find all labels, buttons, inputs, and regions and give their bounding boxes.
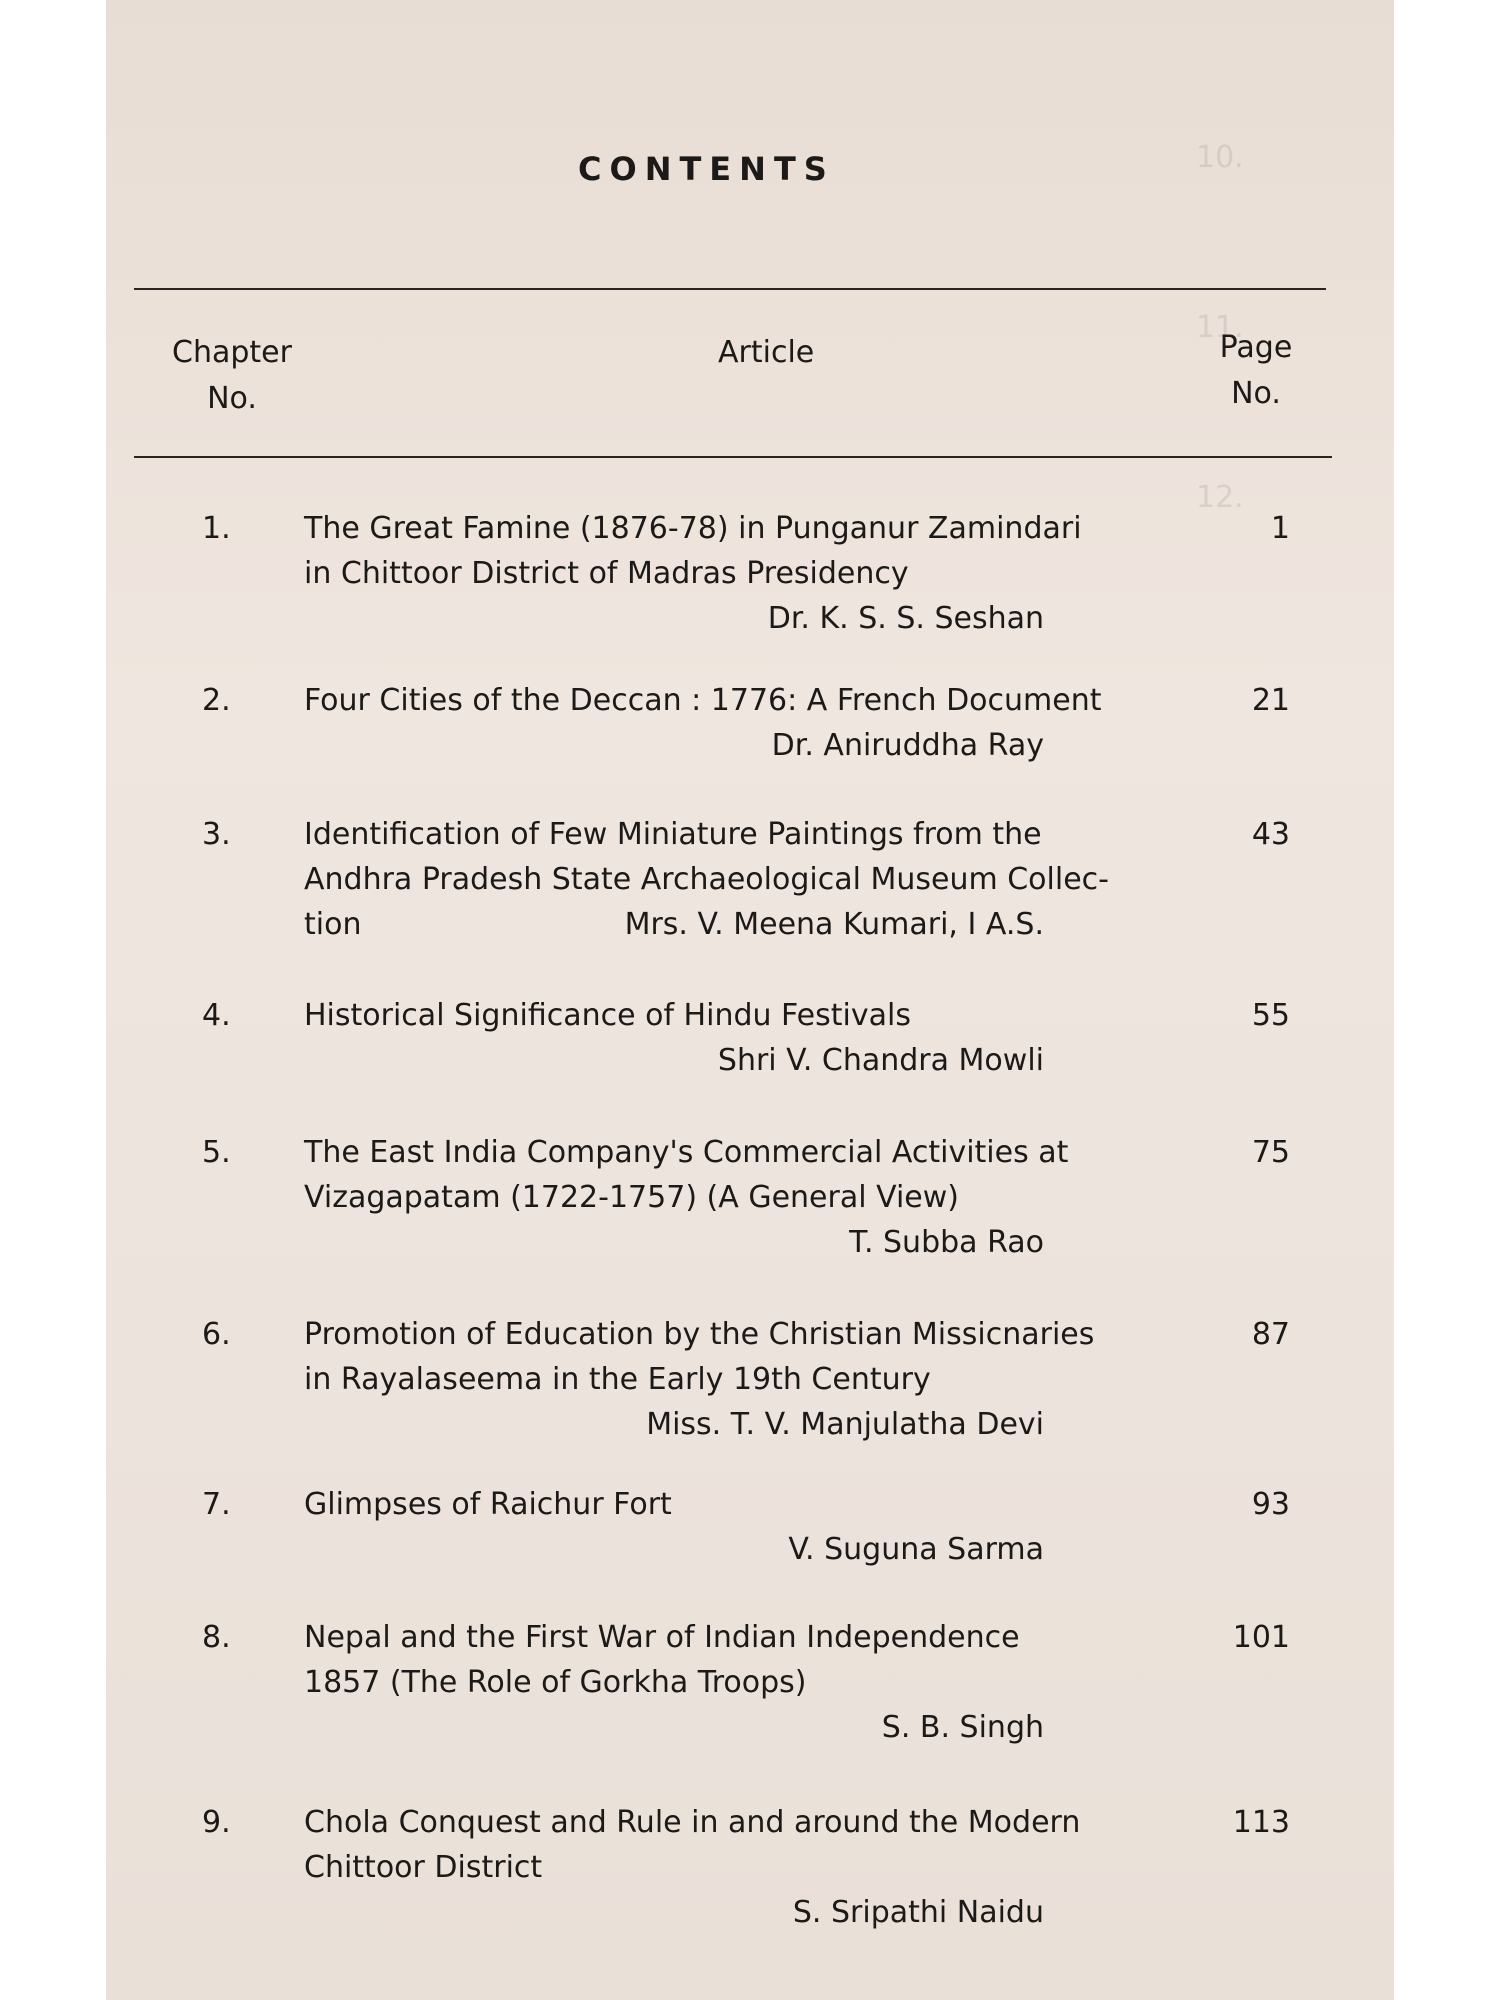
page-number: 87: [1251, 1317, 1290, 1352]
page-number: 101: [1232, 1620, 1290, 1655]
header-chapter-line1: Chapter: [172, 335, 292, 370]
article-title-line: in Rayalaseema in the Early 19th Century: [304, 1362, 931, 1397]
page-title: CONTENTS: [578, 150, 835, 188]
article-block: [304, 506, 1082, 641]
article-block: [304, 1130, 1069, 1265]
article-block: [304, 678, 1102, 768]
article-title-line: Glimpses of Raichur Fort: [304, 1487, 672, 1522]
article-last-line: [304, 902, 1044, 947]
article-title-line: Chola Conquest and Rule in and around the Modern: [304, 1805, 1081, 1840]
chapter-number: 3.: [202, 817, 231, 852]
chapter-number: 9.: [202, 1805, 231, 1840]
header-top-rule: [134, 288, 1326, 290]
chapter-number: 4.: [202, 998, 231, 1033]
article-author: S. B. Singh: [881, 1710, 1044, 1745]
page-number: 75: [1251, 1135, 1290, 1170]
article-title-line: Identification of Few Miniature Paintings from the: [304, 817, 1042, 852]
article-title-line: Promotion of Education by the Christian Missicnaries: [304, 1317, 1095, 1352]
chapter-number: 7.: [202, 1487, 231, 1522]
article-block: [304, 1800, 1081, 1935]
header-bottom-rule: [134, 456, 1332, 458]
article-author: Dr. Aniruddha Ray: [771, 728, 1044, 763]
article-block: [304, 1312, 1095, 1447]
chapter-number: 1.: [202, 511, 231, 546]
article-title-line: 1857 (The Role of Gorkha Troops): [304, 1665, 807, 1700]
article-title-line: The East India Company's Commercial Activities at: [304, 1135, 1069, 1170]
article-author: V. Suguna Sarma: [788, 1532, 1044, 1567]
article-title-line: in Chittoor District of Madras Presidency: [304, 556, 909, 591]
header-chapter: [162, 330, 302, 422]
article-block: [304, 1615, 1044, 1750]
page-number: 93: [1251, 1487, 1290, 1522]
article-title-line: Nepal and the First War of Indian Independence: [304, 1620, 1020, 1655]
page-number: 113: [1232, 1805, 1290, 1840]
article-title-line: The Great Famine (1876-78) in Punganur Zamindari: [304, 511, 1082, 546]
header-page-line1: Page: [1219, 330, 1293, 365]
article-author: Dr. K. S. S. Seshan: [767, 601, 1044, 636]
chapter-number: 6.: [202, 1317, 231, 1352]
article-block: [304, 1482, 1044, 1572]
header-article: Article: [718, 335, 815, 370]
article-author: S. Sripathi Naidu: [792, 1895, 1044, 1930]
article-author: Shri V. Chandra Mowli: [717, 1043, 1044, 1078]
article-title-line: Chittoor District: [304, 1850, 543, 1885]
header-page-line2: No.: [1231, 376, 1281, 411]
page-number: 43: [1251, 817, 1290, 852]
article-block: [304, 812, 1109, 947]
article-title-line: Andhra Pradesh State Archaeological Museum Collec-: [304, 862, 1109, 897]
chapter-number: 5.: [202, 1135, 231, 1170]
document-page: 10. 11. 12. CONTENTS Chapter No. Article Page No. 1. The Great Famine (1876-78) in Punganur Zamindari in Chittoor District of Madras Presidency Dr. K. S. S. Seshan 1 2. Four Cities of the Deccan : 1776: A French Document Dr. Aniruddha Ray 21 3. Identification of Few Miniature Paintings from the Andhra Pradesh State Archaeological Museum Collec- tion Mrs. V. Meena Kumari, I A.S. 43 4. Historical Significance of Hindu Festivals Shri V. Chandra Mowli 55 5. The East India Company's Commercial Activities at Vizagapatam (1722-1757) (A General View) T. Subba Rao 75 6. Promotion of Education by the Christian Missicnaries in Rayalaseema in the Early 19th Century Miss. T. V. Manjulatha Devi 87 7. Glimpses of Raichur Fort V. Suguna Sarma 93 8. Nepal and the First War of Indian Independence 1857 (The Role of Gorkha Troops) S. B. Singh 101 9. Chola Conquest and Rule in and around the Modern Chittoor District S. Sripathi Naidu 113: [106, 0, 1394, 2000]
header-page: [1206, 325, 1306, 417]
article-author: Miss. T. V. Manjulatha Devi: [646, 1407, 1044, 1442]
article-title-line: Vizagapatam (1722-1757) (A General View): [304, 1180, 959, 1215]
page-number: 55: [1251, 998, 1290, 1033]
article-title-line: Historical Significance of Hindu Festivals: [304, 998, 911, 1033]
article-title-line: tion: [304, 907, 362, 942]
article-block: [304, 993, 1044, 1083]
article-author: Mrs. V. Meena Kumari, I A.S.: [624, 907, 1044, 942]
header-chapter-line2: No.: [207, 381, 257, 416]
article-title-line: Four Cities of the Deccan : 1776: A French Document: [304, 683, 1102, 718]
chapter-number: 2.: [202, 683, 231, 718]
article-author: T. Subba Rao: [849, 1225, 1044, 1260]
chapter-number: 8.: [202, 1620, 231, 1655]
page-number: 21: [1251, 683, 1290, 718]
page-number: 1: [1270, 511, 1290, 546]
